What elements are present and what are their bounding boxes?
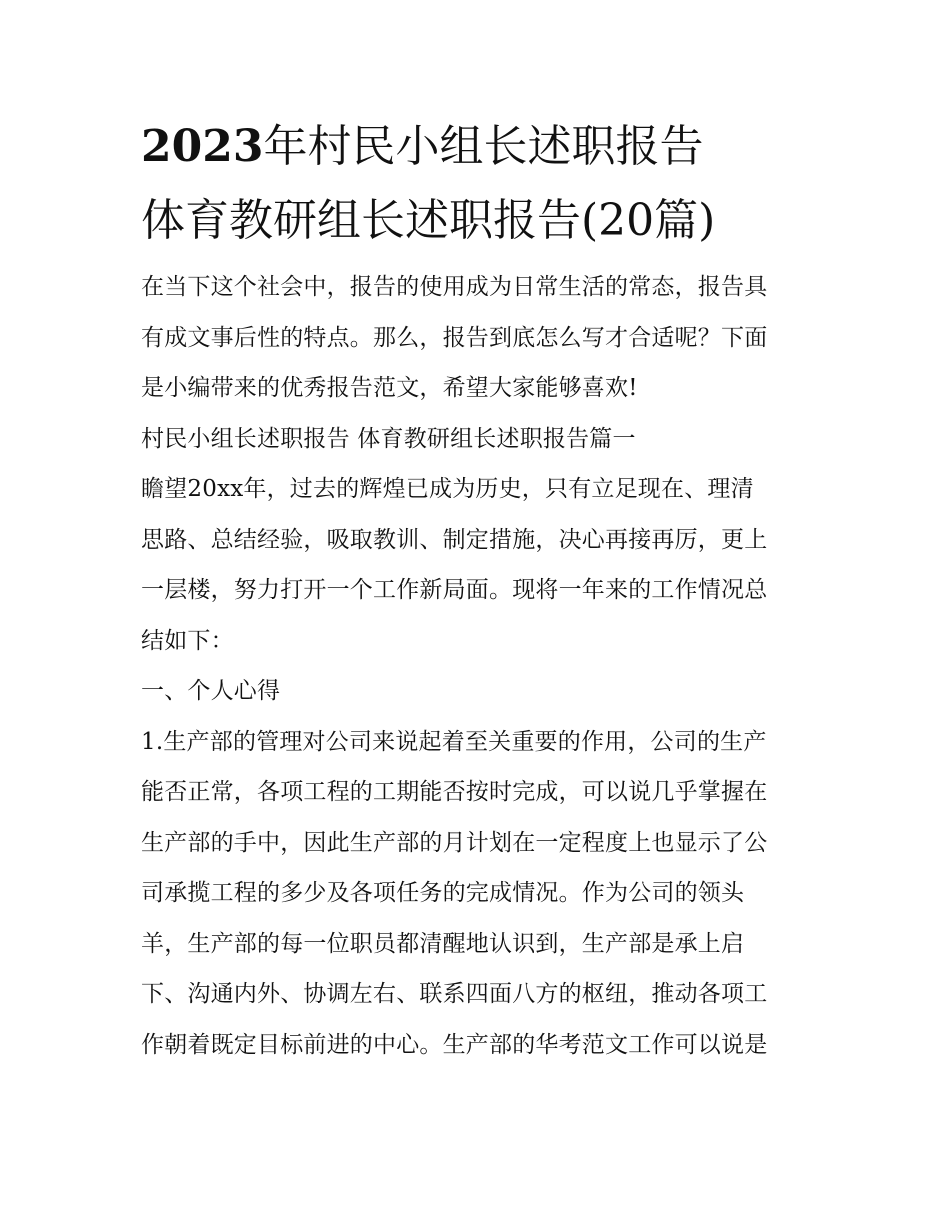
document-page xyxy=(141,118,821,1070)
document-body xyxy=(141,262,821,1070)
text-line: 一层楼，努力打开一个工作新局面。现将一年来的工作情况总 xyxy=(141,577,768,603)
text-line: 1.生产部的管理对公司来说起着至关重要的作用，公司的生产 xyxy=(141,728,767,755)
text-line: 生产部的手中，因此生产部的月计划在一定程度上也显示了公 xyxy=(141,829,768,856)
text-line: 作朝着既定目标前进的中心。生产部的华考范文工作可以说是 xyxy=(141,1031,768,1058)
text-line: 一、个人心得 xyxy=(141,678,281,704)
text-line: 司承揽工程的多少及各项任务的完成情况。作为公司的领头 xyxy=(141,880,745,906)
text-line: 村民小组长述职报告 体育教研组长述职报告篇一 xyxy=(141,425,636,452)
text-line: 能否正常，各项工程的工期能否按时完成，可以说几乎掌握在 xyxy=(141,779,768,805)
text-line: 思路、总结经验，吸取教训、制定措施，决心再接再厉，更上 xyxy=(141,526,768,553)
text-line: 有成文事后性的特点。那么，报告到底怎么写才合适呢？下面 xyxy=(141,324,768,351)
text-line: 结如下： xyxy=(141,627,234,654)
text-line: 是小编带来的优秀报告范文，希望大家能够喜欢! xyxy=(141,375,638,401)
title-line-1 xyxy=(141,118,821,176)
production-paragraph xyxy=(141,717,821,1071)
text-line: 羊，生产部的每一位职员都清醒地认识到，生产部是承上启 xyxy=(141,930,745,957)
text-line: 在当下这个社会中，报告的使用成为日常生活的常态，报告具 xyxy=(141,274,768,300)
title-line-2: 体育教研组长述职报告(20篇) xyxy=(141,195,716,246)
title-year: 2023 xyxy=(141,121,264,172)
document-title xyxy=(141,118,821,250)
subsection-heading xyxy=(141,666,821,717)
text-line: 下、沟通内外、协调左右、联系四面八方的枢纽，推动各项工 xyxy=(141,981,768,1007)
text-line: 瞻望20xx年，过去的辉煌已成为历史，只有立足现在、理清 xyxy=(141,476,754,502)
title-line-1-text: 年村民小组长述职报告 xyxy=(263,121,704,172)
section-heading xyxy=(141,414,821,465)
intro-paragraph xyxy=(141,262,821,414)
outlook-paragraph xyxy=(141,464,821,666)
